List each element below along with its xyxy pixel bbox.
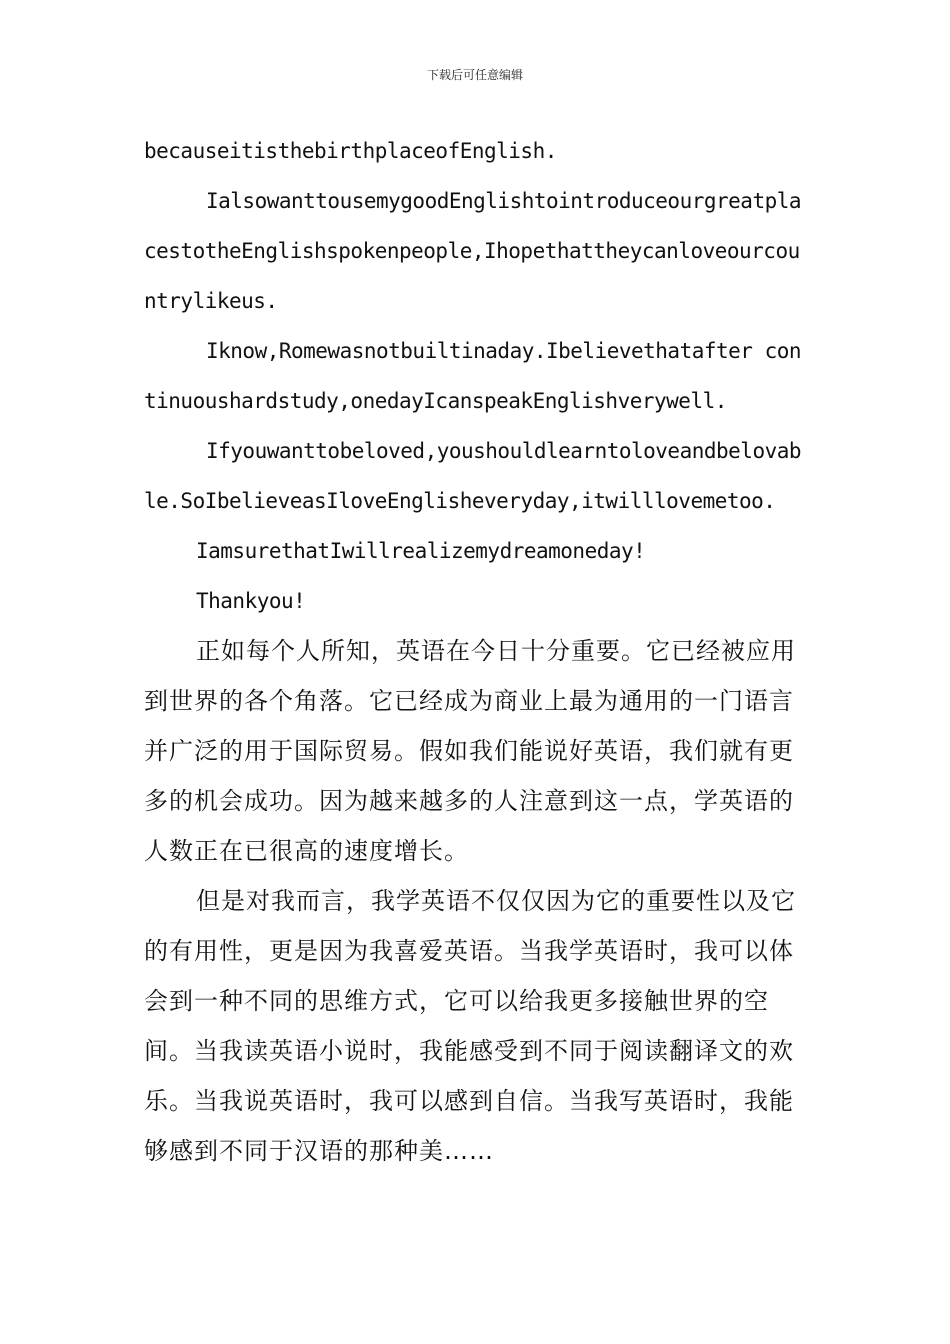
paragraph-rome: Iknow,Romewasnotbuiltinaday.Ibelievethatafter continuoushardstudy,onedayIcanspeakEnglishverywell.: [144, 339, 802, 413]
paragraph-love-english: 但是对我而言，我学英语不仅仅因为它的重要性以及它的有用性，更是因为我喜爱英语。当我学英语时，我可以体会到一种不同的思维方式，它可以给我更多接触世界的空间。当我读英语小说时，我能感受到不同于阅读翻译文的欢乐。当我说英语时，我可以感到自信。当我写英语时，我能够感到不同于汉语的那种美……: [144, 887, 796, 1165]
paragraph-birthplace: becauseitisthebirthplaceofEnglish.: [144, 139, 557, 163]
paragraph-dream: IamsurethatIwillrealizemydreamoneday!: [196, 539, 646, 563]
paragraph-beloved: Ifyouwanttobeloved,youshouldlearntoloveandbelovable.SoIbelieveasIloveEnglisheveryday,itwilllovemetoo.: [144, 439, 802, 513]
document-body: [144, 126, 806, 1176]
paragraph-english-importance: 正如每个人所知，英语在今日十分重要。它已经被应用到世界的各个角落。它已经成为商业上最为通用的一门语言并广泛的用于国际贸易。假如我们能说好英语，我们就有更多的机会成功。因为越来越多的人注意到这一点，学英语的人数正在已很高的速度增长。: [144, 637, 796, 865]
paragraph-thanks: Thankyou!: [196, 589, 306, 613]
paragraph-introduce-places: IalsowanttousemygoodEnglishtointroduceourgreatplacestotheEnglishspokenpeople,Ihopethattheycanloveourcountrylikeus.: [144, 189, 802, 313]
page-header: 下载后可任意编辑: [426, 68, 523, 82]
